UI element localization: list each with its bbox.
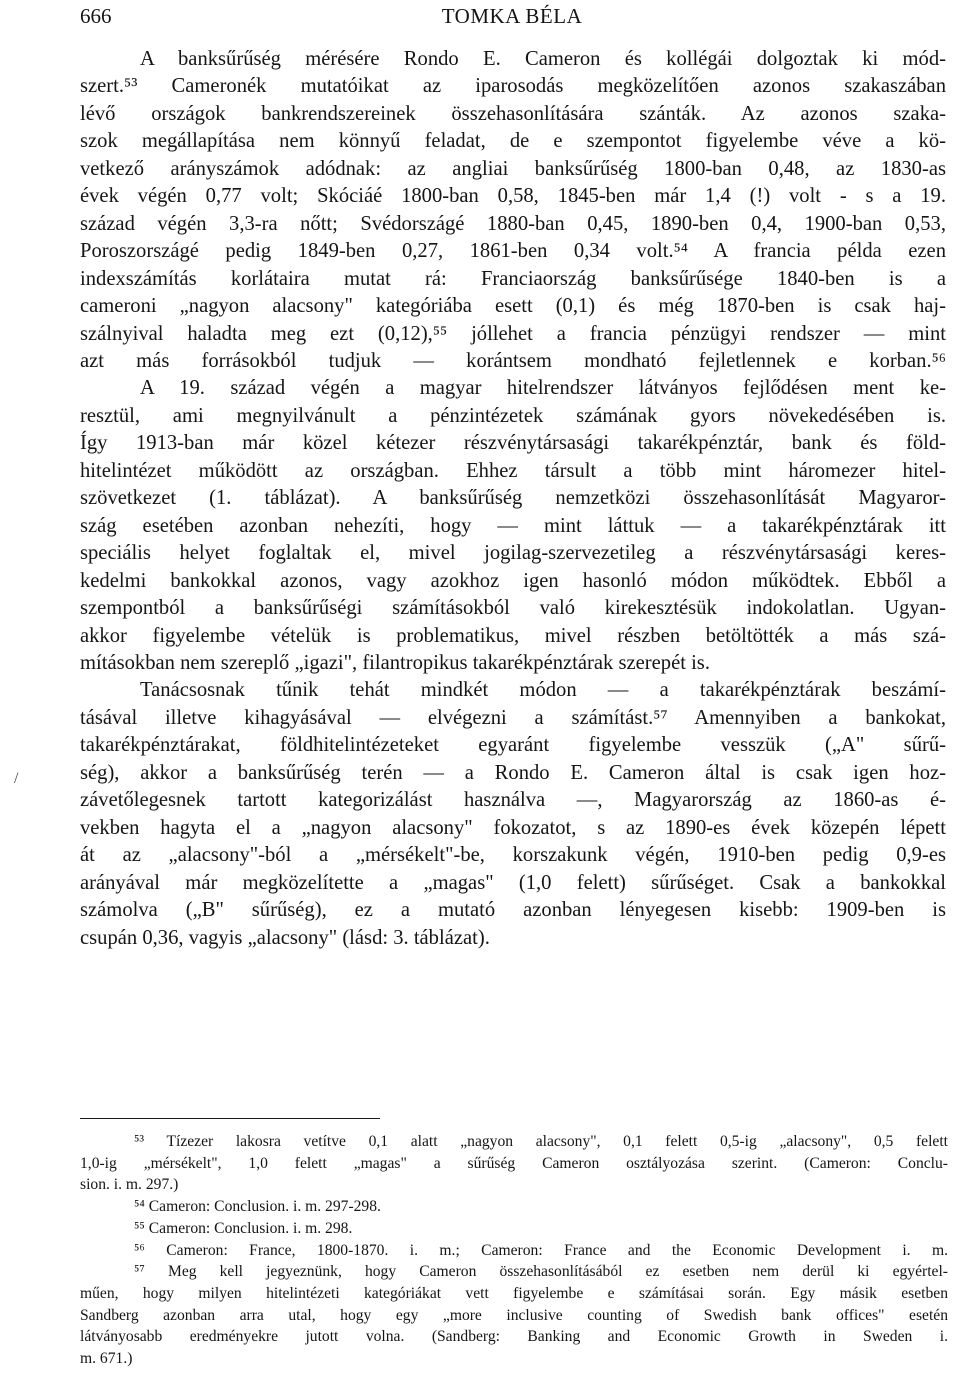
text-line: azt más forrásokból tudjuk — korántsem mondható fejletlennek e korban.⁵⁶ <box>80 349 946 372</box>
page-header <box>80 4 944 36</box>
footnote-line: ⁵⁵ Cameron: Conclusion. i. m. 298. <box>134 1219 353 1237</box>
page-number: 666 <box>80 4 112 28</box>
text-line: század végén 3,3-ra nőtt; Svédországé 1880-ban 0,45, 1890-ben 0,4, 1900-ban 0,53, <box>80 212 946 235</box>
footnote-line: ⁵⁶ Cameron: France, 1800-1870. i. m.; Cameron: France and the Economic Development i. m. <box>134 1241 948 1259</box>
text-line: szövetkezet (1. táblázat). A banksűrűség nemzetközi összehasonlítását Magyaror- <box>80 487 946 510</box>
text-line: csupán 0,36, vagyis „alacsony" (lásd: 3. táblázat). <box>80 926 490 949</box>
text-line: arányával már megközelítette a „magas" (1,0 felett) sűrűséget. Csak a bankokkal <box>80 871 946 894</box>
text-line: cameroni „nagyon alacsony" kategóriába esett (0,1) és még 1870-ben is csak haj- <box>80 295 946 318</box>
footnote-line: Sandberg azonban arra utal, hogy egy „more inclusive counting of Swedish bank offices" esetén <box>80 1306 948 1324</box>
text-line: át az „alacsony"-ból a „mérsékelt"-be, korszakunk végén, 1910-ben pedig 0,9-es <box>80 844 946 867</box>
text-line: számolva („B" sűrűség), ez a mutató azonban lényegesen kisebb: 1909-ben is <box>80 899 946 922</box>
text-line: Tanácsosnak tűnik tehát mindkét módon — a takarékpénztárak beszámí- <box>140 679 946 702</box>
text-line: Így 1913-ban már közel kétezer részvénytársasági takarékpénztár, bank és föld- <box>80 432 946 455</box>
text-line: kedelmi bankokkal azonos, vagy azokhoz igen hasonló módon működtek. Ebből a <box>80 569 946 592</box>
text-line: szok megállapítása nem könnyű feladat, de e szempontot figyelembe véve a kö- <box>80 130 946 153</box>
text-line: resztül, ami megnyilvánult a pénzintézetek számának gyors növekedésében is. <box>80 404 946 427</box>
running-title: TOMKA BÉLA <box>441 4 583 28</box>
text-line: szert.⁵³ Cameronék mutatóikat az iparosodás megközelítően azonos szakaszában <box>80 75 946 98</box>
text-line: závetőlegesnek tartott kategorizálást használva —, Magyarország az 1860-as é- <box>80 789 946 812</box>
text-line: szálnyival haladta meg ezt (0,12),⁵⁵ jóllehet a francia pénzügyi rendszer — mint <box>80 322 946 345</box>
text-line: mításokban nem szereplő „igazi", filantropikus takarékpénztárak szerepét is. <box>80 651 710 674</box>
text-line: vekben hagyta el a „nagyon alacsony" fokozatot, s az 1890-es évek közepén lépett <box>80 816 946 839</box>
margin-mark: / <box>14 770 19 787</box>
text-line: A 19. század végén a magyar hitelrendszer látványos fejlődésen ment ke- <box>140 377 946 400</box>
text-line: Poroszországé pedig 1849-ben 0,27, 1861-ben 0,34 volt.⁵⁴ A francia példa ezen <box>80 240 946 263</box>
text-line: A banksűrűség mérésére Rondo E. Cameron és kollégái dolgoztak ki mód- <box>140 48 946 70</box>
footnote-line: látványosabb eredményekre jutott volna. (Sandberg: Banking and Economic Growth in Sweden i. <box>80 1328 948 1346</box>
footnote-line: ⁵⁷ Meg kell jegyeznünk, hogy Cameron összehasonlításából ez esetben nem derül ki egyértel- <box>134 1263 948 1281</box>
footnote-line: műen, hogy milyen hitelintézeti kategóriákat vett figyelembe e számításai során. Egy másik esetben <box>80 1284 948 1302</box>
footnote-separator <box>80 1118 380 1119</box>
text-line: évek végén 0,77 volt; Skóciáé 1800-ban 0,58, 1845-ben már 1,4 (!) volt - s a 19. <box>80 185 946 208</box>
text-line: indexszámítás korlátaira mutat rá: Franciaország banksűrűsége 1840-ben is a <box>80 267 946 290</box>
text-line: szempontból a banksűrűségi számításokból való kirekesztésük indokolatlan. Ugyan- <box>80 597 946 620</box>
body-text <box>80 46 946 952</box>
footnote-line: ⁵³ Tízezer lakosra vetítve 0,1 alatt „nagyon alacsony", 0,1 felett 0,5-ig „alacsony", 0,5 felett <box>134 1133 948 1150</box>
footnote-line: sion. i. m. 297.) <box>80 1176 179 1194</box>
text-line: takarékpénztárakat, földhitelintézeteket egyaránt figyelembe vesszük („A" sűrű- <box>80 734 946 757</box>
text-line: szág esetében azonban nehezíti, hogy — mint láttuk — a takarékpénztárak itt <box>80 514 946 537</box>
footnote-line: ⁵⁴ Cameron: Conclusion. i. m. 297-298. <box>134 1198 381 1216</box>
text-line: akkor figyelembe vételük is problematikus, mivel részben betöltötték a más szá- <box>80 624 946 647</box>
footnotes <box>80 1131 948 1370</box>
footnote-line: m. 671.) <box>80 1350 133 1368</box>
text-line: ség), akkor a banksűrűség terén — a Rondo E. Cameron által is csak igen hoz- <box>80 761 946 784</box>
text-line: hitelintézet működött az országban. Ehhez társult a több mint háromezer hitel- <box>80 459 946 482</box>
text-line: lévő országok bankrendszereinek összehasonlítására szánták. Az azonos szaka- <box>80 102 946 125</box>
text-line: vetkező arányszámok adódnak: az angliai banksűrűség 1800-ban 0,48, az 1830-as <box>80 157 946 180</box>
footnote-line: 1,0-ig „mérsékelt", 1,0 felett „magas" a sűrűség Cameron osztályozása szerint. (Cameron: Conclu- <box>80 1154 948 1172</box>
text-line: speciális helyet foglaltak el, mivel jogilag-szervezetileg a részvénytársasági keres- <box>80 542 946 565</box>
text-line: tásával illetve kihagyásával — elvégezni a számítást.⁵⁷ Amennyiben a bankokat, <box>80 706 946 729</box>
